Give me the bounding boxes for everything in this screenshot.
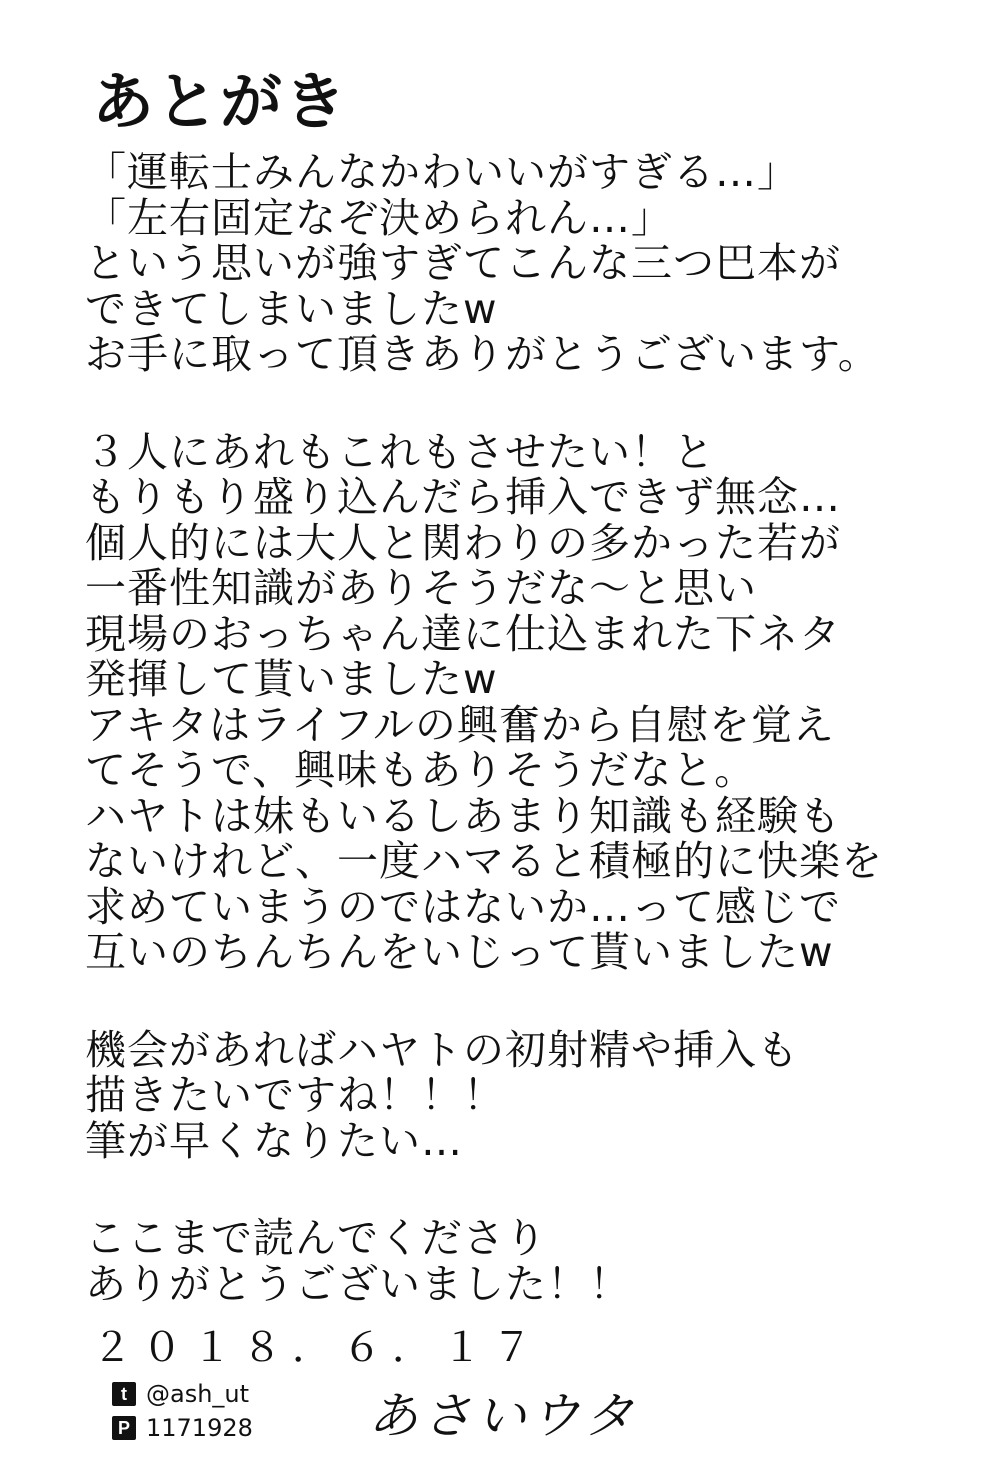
text-line: 機会があればハヤトの初射精や挿入も xyxy=(85,1025,799,1074)
paragraph-4 xyxy=(85,1216,985,1307)
text-line: 一番性知識がありそうだな～と思い xyxy=(85,564,757,612)
text-line: 描きたいですね！！！ xyxy=(85,1071,505,1119)
twitter-icon: t xyxy=(112,1382,136,1406)
paragraph-1 xyxy=(85,150,985,378)
text-line: アキタはライフルの興奮から自慰を覚え xyxy=(85,700,835,749)
text-line: 筆が早くなりたい… xyxy=(85,1116,463,1165)
text-line: 個人的には大人と関わりの多かった若が xyxy=(85,518,841,567)
afterword-body xyxy=(85,150,985,1359)
text-line: 互いのちんちんをいじって貰いましたw xyxy=(85,928,834,976)
text-line: てそうで、興味もありそうだなと。 xyxy=(85,746,757,794)
text-line: ないけれど、一度ハマると積極的に快楽を xyxy=(85,837,883,885)
twitter-row xyxy=(112,1378,253,1410)
text-line: 発揮して貰いましたw xyxy=(85,655,498,703)
text-line: という思いが強すぎてこんな三つ巴本が xyxy=(85,239,841,287)
text-line: 現場のおっちゃん達に仕込まれた下ネタ xyxy=(85,609,841,658)
text-line: もりもり盛り込んだら挿入できず無念… xyxy=(85,473,841,521)
pixiv-id: 1171928 xyxy=(146,1414,253,1442)
text-line: 求めていまうのではないか…って感じで xyxy=(85,882,841,931)
text-line: お手に取って頂きありがとうございます。 xyxy=(85,330,880,378)
sns-info xyxy=(112,1378,253,1446)
twitter-handle: @ash_ut xyxy=(146,1380,250,1408)
paragraph-2 xyxy=(85,427,985,976)
text-line: ここまで読んでくださり xyxy=(85,1214,547,1262)
text-line: ３人にあれもこれもさせたい！と xyxy=(85,427,715,476)
paragraph-3 xyxy=(85,1025,985,1165)
text-line: 「左右固定なぞ決められん…」 xyxy=(85,193,673,242)
afterword-title: あとがき xyxy=(92,65,349,138)
pixiv-icon: P xyxy=(112,1416,136,1440)
text-line: ハヤトは妹もいるしあまり知識も経験も xyxy=(85,791,841,840)
text-line: ありがとうございました！！ xyxy=(85,1259,631,1308)
author-signature: あさいウタ xyxy=(368,1387,638,1445)
pixiv-row xyxy=(112,1412,253,1444)
text-line: 「運転士みんなかわいいがすぎる…」 xyxy=(85,148,799,196)
text-line: できてしまいましたw xyxy=(85,284,498,333)
date: ２０１８．６．１７ xyxy=(92,1325,542,1371)
